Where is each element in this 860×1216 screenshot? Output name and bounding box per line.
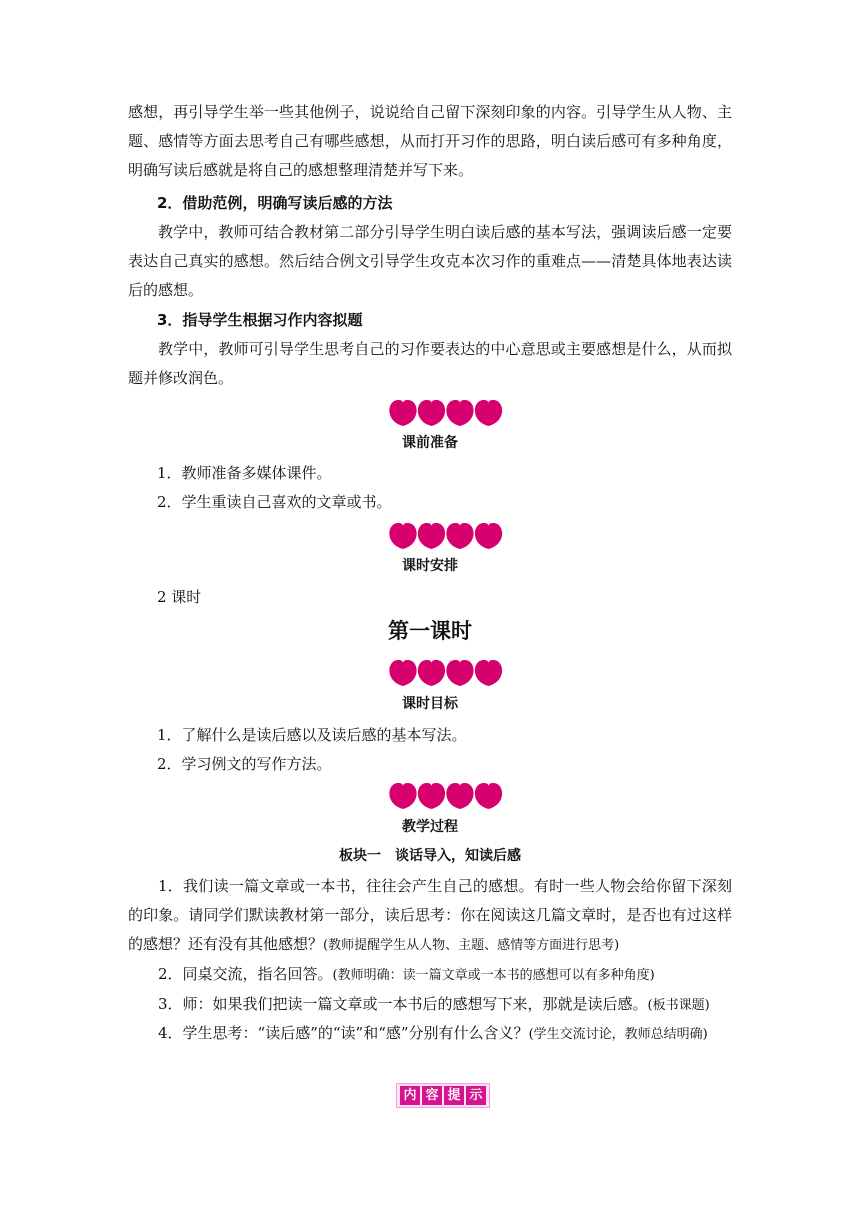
tip-char: 内 (400, 1086, 420, 1105)
content-tip-badge (396, 1083, 490, 1108)
petal-shape (418, 400, 445, 426)
step-text: 1．我们读一篇文章或一本书，往往会产生自己的感想。有时一些人物会给你留下深刻的印象。请同学们默读教材第一部分，读后思考：你在阅读这几篇文章时，是否也有过这样的感想？还有没有其他感想？ (128, 877, 732, 953)
schedule-text: 2 课时 (157, 588, 202, 606)
petal-shape (389, 783, 416, 809)
goals-label: 课时目标 (402, 696, 458, 712)
petal-shape (418, 660, 445, 686)
petal-shape (446, 523, 473, 549)
lesson-title: 第一课时 (388, 619, 472, 643)
tip-char: 提 (444, 1086, 464, 1105)
step-paragraph (128, 872, 732, 960)
prep-item: 1．教师准备多媒体课件。 (157, 464, 332, 482)
goal-item: 2．学习例文的写作方法。 (157, 755, 332, 773)
petal-shape (418, 523, 445, 549)
step-note: (教师明确：读一篇文章或一本书的感想可以有多种角度) (332, 968, 655, 983)
petal-shape (475, 400, 502, 426)
step-paragraph (128, 990, 732, 1020)
step-text: 3．师：如果我们把读一篇文章或一本书后的感想写下来，那就是读后感。 (158, 995, 648, 1013)
prep-item: 2．学生重读自己喜欢的文章或书。 (157, 493, 392, 511)
step-note: (板书课题) (647, 998, 710, 1013)
point-3-text: 教学中，教师可引导学生思考自己的习作要表达的中心意思或主要感想是什么，从而拟题并修改润色。 (128, 340, 732, 387)
petal-shape (418, 783, 445, 809)
process-label: 教学过程 (402, 819, 458, 835)
petal-shape (475, 523, 502, 549)
step-note: (教师提醒学生从人物、主题、感情等方面进行思考) (323, 938, 620, 953)
petal-ornament-icon (388, 397, 503, 429)
point-2-text: 教学中，教师可结合教材第二部分引导学生明白读后感的基本写法，强调读后感一定要表达自己真实的感想。然后结合例文引导学生攻克本次习作的重难点——清楚具体地表达读后的感想。 (128, 223, 732, 299)
block-title: 板块一 谈话导入，知读后感 (339, 848, 521, 864)
prep-label: 课前准备 (402, 435, 458, 451)
tip-char: 容 (422, 1086, 442, 1105)
point-3-heading: 3．指导学生根据习作内容拟题 (157, 311, 363, 329)
petal-shape (446, 400, 473, 426)
petal-shape (389, 523, 416, 549)
petal-ornament-icon (388, 657, 503, 689)
goal-item: 1．了解什么是读后感以及读后感的基本写法。 (157, 726, 467, 744)
petal-shape (446, 660, 473, 686)
step-note: (学生交流讨论，教师总结明确) (528, 1027, 708, 1042)
point-2-heading: 2．借助范例，明确写读后感的方法 (157, 194, 393, 212)
petal-shape (446, 783, 473, 809)
schedule-label: 课时安排 (402, 558, 458, 574)
petal-shape (475, 783, 502, 809)
step-paragraph (128, 1019, 732, 1049)
petal-shape (389, 400, 416, 426)
petal-shape (475, 660, 502, 686)
step-text: 2．同桌交流，指名回答。 (158, 965, 333, 983)
step-paragraph (128, 960, 732, 990)
tip-char: 示 (466, 1086, 486, 1105)
petal-shape (389, 660, 416, 686)
petal-ornament-icon (388, 780, 503, 812)
intro-paragraph: 感想，再引导学生举一些其他例子，说说给自己留下深刻印象的内容。引导学生从人物、主题、感情等方面去思考自己有哪些感想，从而打开习作的思路，明白读后感可有多种角度，明确写读后感就是将自己的感想整理清楚并写下来。 (128, 103, 732, 179)
petal-ornament-icon (388, 520, 503, 552)
step-text: 4．学生思考：“读后感”的“读”和“感”分别有什么含义？ (158, 1024, 529, 1042)
